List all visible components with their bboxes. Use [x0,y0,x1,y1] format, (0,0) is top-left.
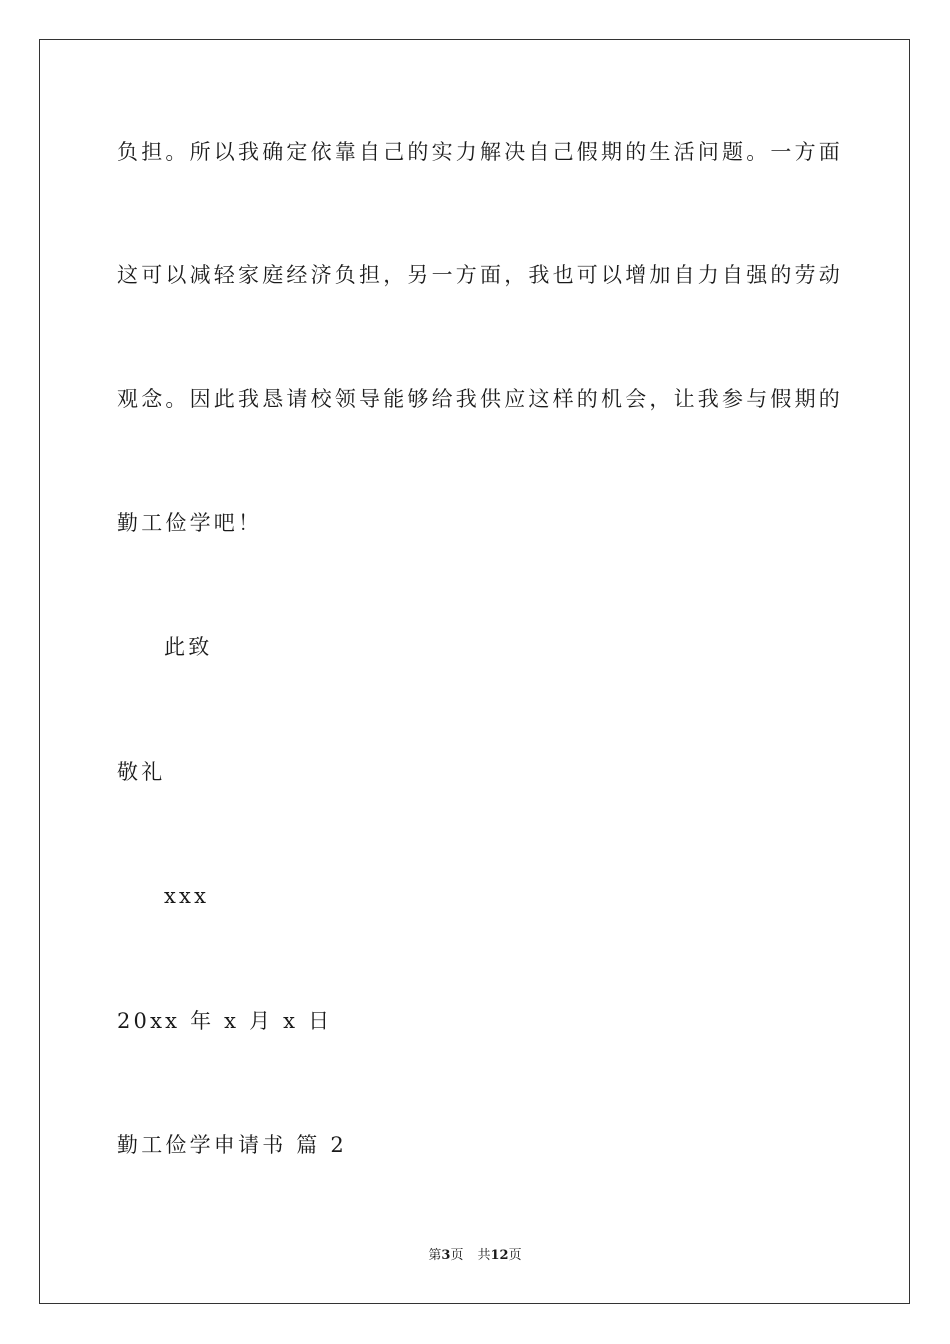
footer-total-pages: 12 [490,1248,509,1263]
footer-page-suffix: 页 [450,1248,464,1263]
section-heading: 勤工俭学申请书 篇 2 [117,1133,347,1157]
body-line-3: 观念。因此我恳请校领导能够给我供应这样的机会，让我参与假期的 [117,387,843,411]
page-border [39,39,910,1304]
body-line-1: 负担。所以我确定依靠自己的实力解决自己假期的生活问题。一方面 [117,140,843,164]
footer-total-suffix: 页 [508,1248,522,1263]
date-line: 20xx 年 x 月 x 日 [117,1009,333,1033]
body-line-2: 这可以减轻家庭经济负担，另一方面，我也可以增加自力自强的劳动 [117,263,843,287]
footer-page-number: 3 [441,1248,451,1263]
salutation-line: 此致 [164,635,213,659]
body-line-4: 勤工俭学吧！ [117,511,263,535]
regards-line: 敬礼 [117,760,166,784]
signature-line: xxx [164,884,210,908]
footer-total-prefix: 共 [477,1248,491,1263]
page-footer [0,1247,950,1265]
footer-page-prefix: 第 [428,1248,442,1263]
